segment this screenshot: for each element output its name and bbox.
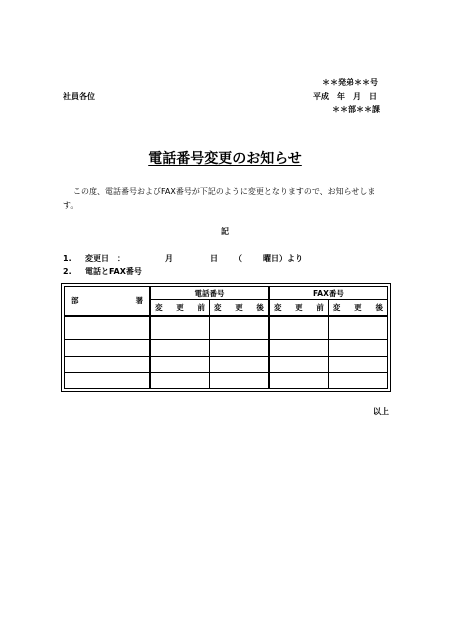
item-2-label: 電話とFAX番号 [85, 267, 142, 276]
fax-before-cell[interactable] [269, 372, 328, 388]
fax-after-char: 後 [375, 302, 383, 312]
phone-after-cell[interactable] [210, 340, 269, 356]
fax-before-header [269, 300, 328, 316]
table-row [65, 372, 388, 388]
phone-before-cell[interactable] [150, 356, 209, 372]
fax-before-cell[interactable] [269, 316, 328, 340]
issue-date: 平成 年 月 日 [313, 92, 377, 101]
fax-number-header: FAX番号 [269, 287, 388, 300]
phone-before-cell[interactable] [150, 316, 209, 340]
ki-heading: 記 [221, 227, 229, 236]
table-row [65, 356, 388, 372]
department-cell[interactable] [65, 372, 151, 388]
phone-after-char: 変 [214, 302, 222, 312]
fax-before-cell[interactable] [269, 340, 328, 356]
phone-after-cell[interactable] [210, 316, 269, 340]
phone-fax-table [61, 283, 391, 392]
department-cell[interactable] [65, 356, 151, 372]
phone-after-char: 後 [256, 302, 264, 312]
fax-after-cell[interactable] [328, 356, 387, 372]
item-1-number: 1. [63, 254, 72, 263]
table-row [65, 340, 388, 356]
phone-before-header [150, 300, 209, 316]
recipient: 社員各位 [63, 92, 95, 101]
item-1-month: 月 [165, 254, 173, 263]
fax-before-char: 更 [295, 302, 303, 312]
phone-after-char: 更 [235, 302, 243, 312]
body-paragraph: この度、電話番号およびFAX番号が下記のように変更となりますので、お知らせします。 [63, 187, 376, 210]
fax-after-cell[interactable] [328, 316, 387, 340]
phone-before-char: 変 [155, 302, 163, 312]
fax-after-char: 変 [332, 302, 341, 312]
sender-department: ＊＊部＊＊課 [332, 105, 380, 114]
fax-before-char: 前 [316, 302, 324, 312]
closing-ijo: 以上 [373, 407, 389, 416]
phone-before-cell[interactable] [150, 372, 209, 388]
item-1-paren-open: （ [234, 254, 242, 263]
page-title: 電話番号変更のお知らせ [148, 151, 302, 167]
phone-after-header [210, 300, 269, 316]
fax-after-cell[interactable] [328, 372, 387, 388]
phone-after-cell[interactable] [210, 372, 269, 388]
phone-before-char: 更 [176, 302, 184, 312]
department-char-2: 署 [135, 296, 144, 306]
department-cell[interactable] [65, 340, 151, 356]
department-char-1: 部 [71, 296, 79, 306]
phone-before-char: 前 [197, 302, 205, 312]
phone-number-header: 電話番号 [150, 287, 269, 300]
table-row [65, 316, 388, 340]
document-number: ＊＊発弟＊＊号 [322, 78, 378, 87]
fax-before-cell[interactable] [269, 356, 328, 372]
fax-after-header [328, 300, 387, 316]
item-1-weekday: 曜日）より [263, 254, 303, 263]
item-1-day: 日 [210, 254, 218, 263]
item-1-label: 変更日 ： [85, 254, 125, 263]
phone-after-cell[interactable] [210, 356, 269, 372]
item-2-number: 2. [63, 267, 72, 276]
fax-after-char: 更 [354, 302, 362, 312]
fax-before-char: 変 [273, 302, 282, 312]
phone-before-cell[interactable] [150, 340, 209, 356]
phone-fax-grid [64, 286, 388, 389]
department-cell[interactable] [65, 316, 151, 340]
department-header [65, 287, 151, 316]
fax-after-cell[interactable] [328, 340, 387, 356]
